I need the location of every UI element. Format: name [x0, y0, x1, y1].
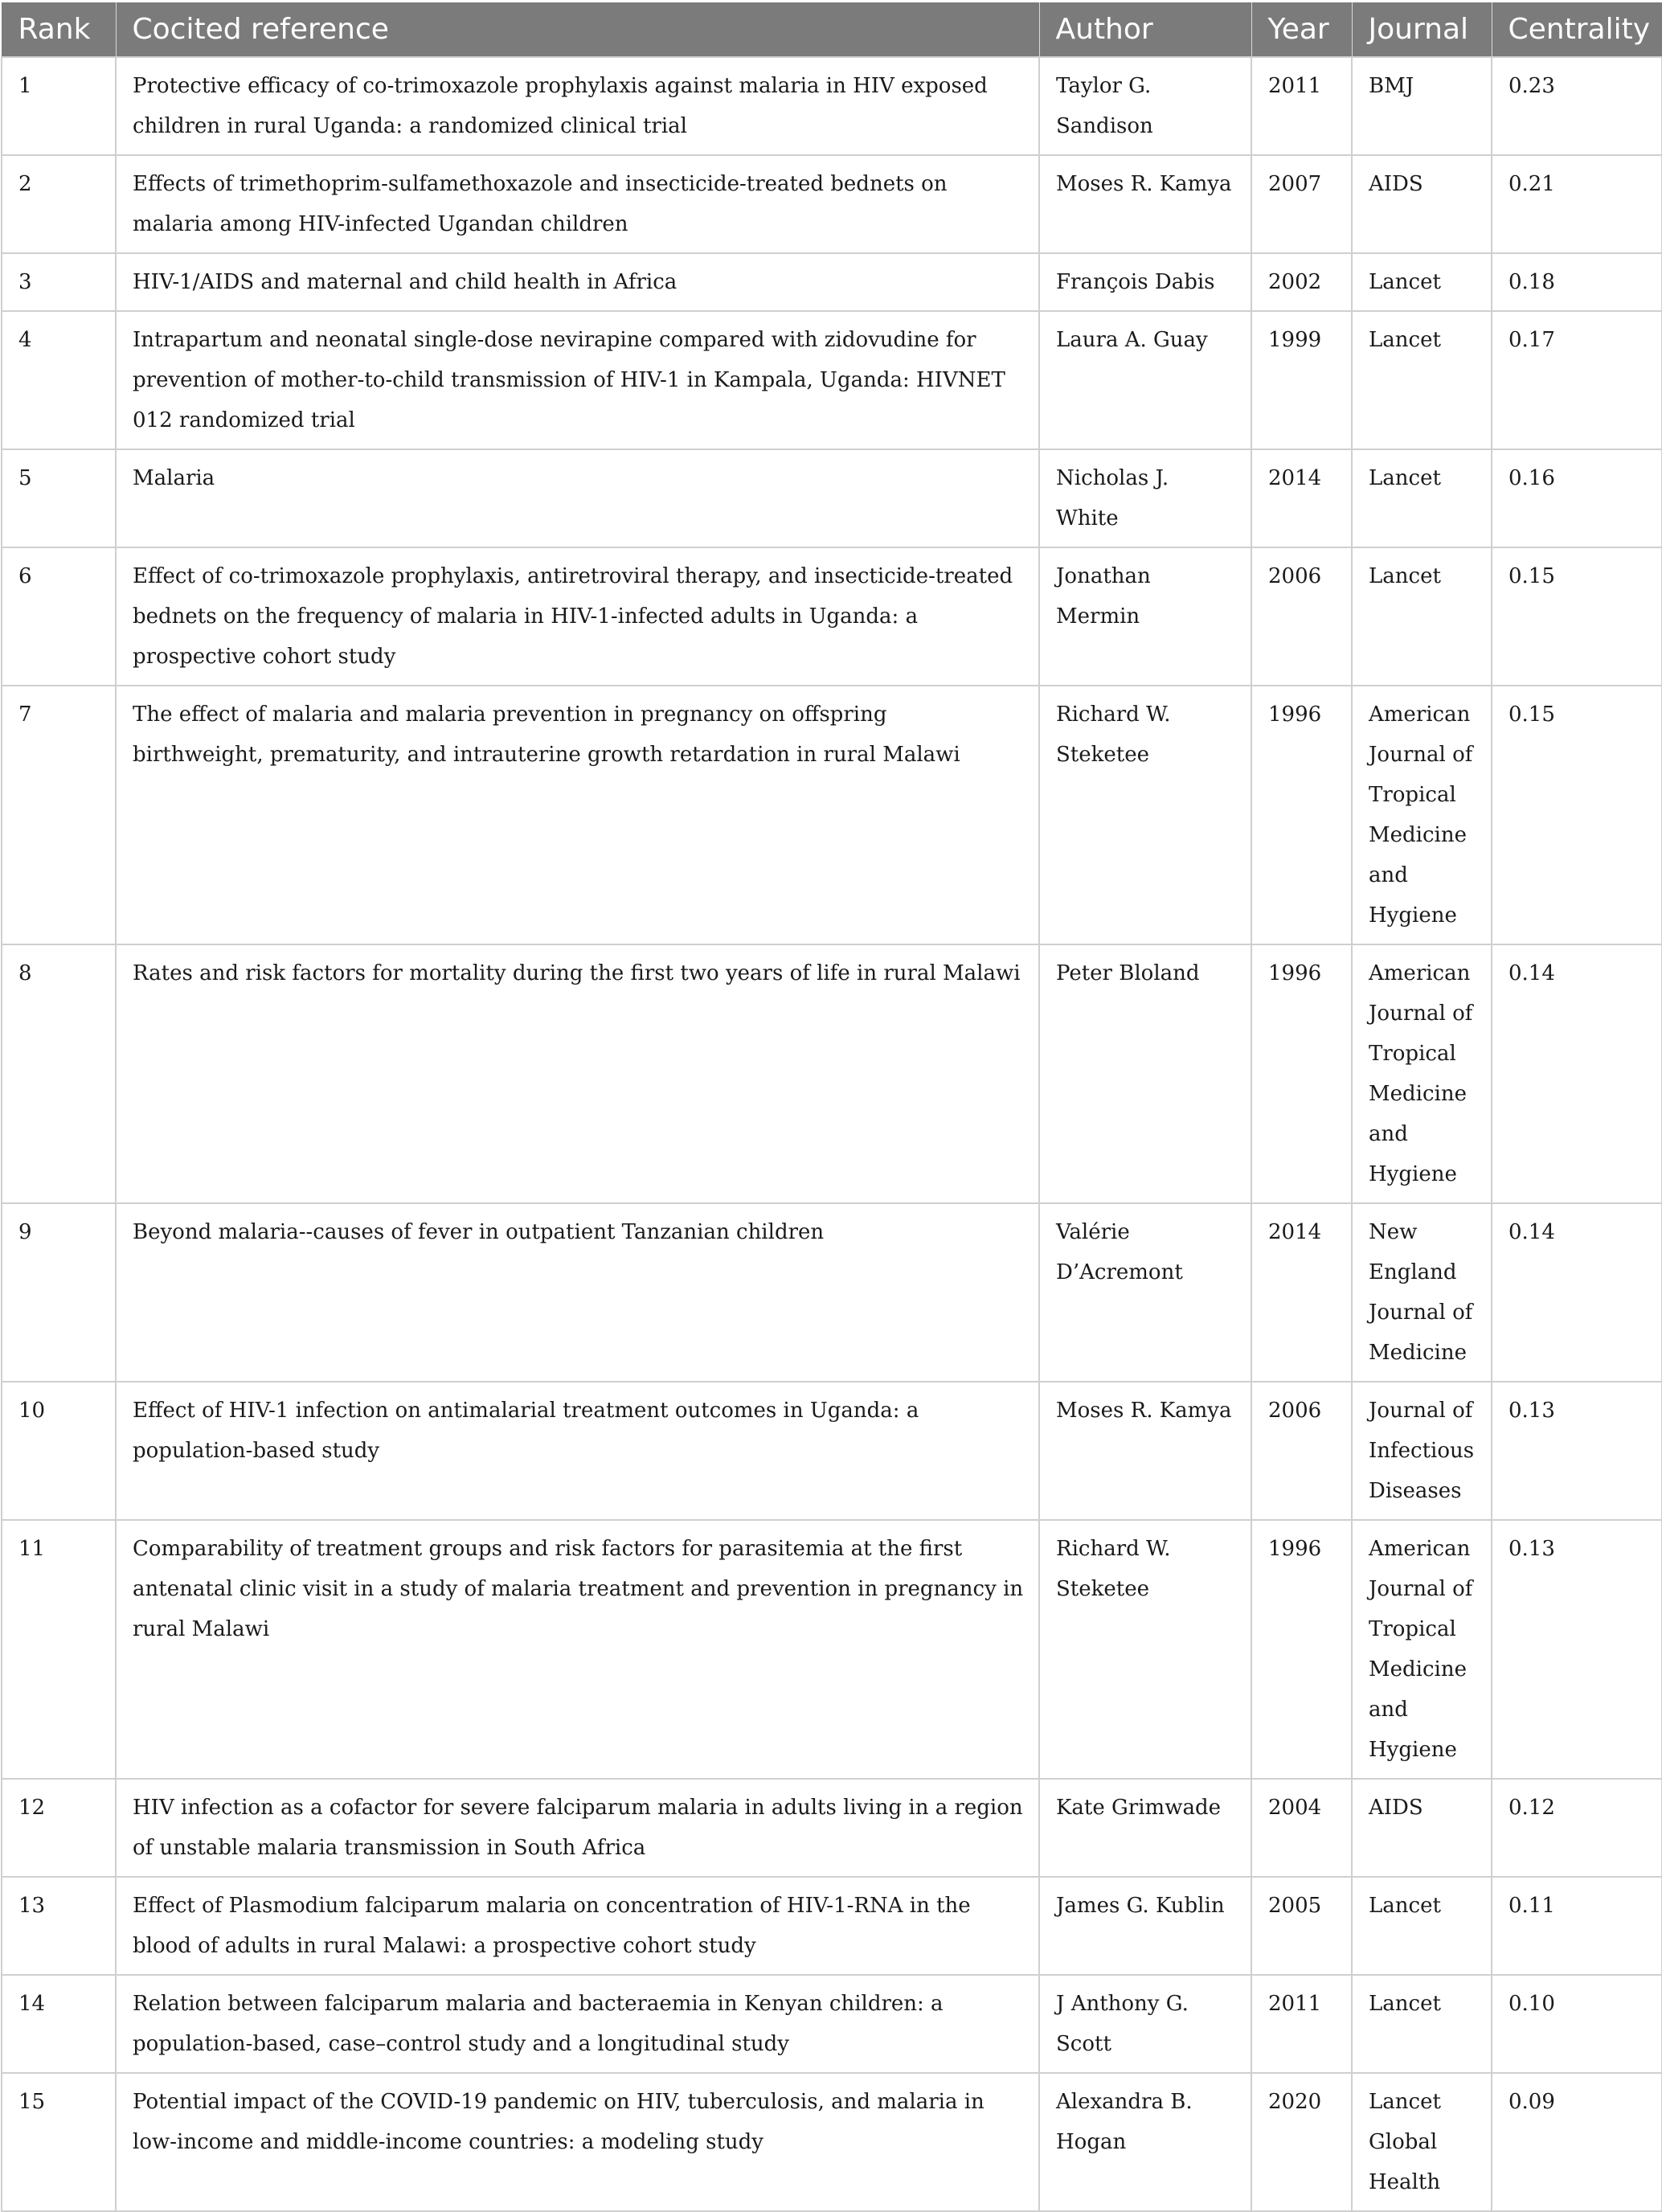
table-row: [2, 547, 1662, 686]
year-cell: 1996: [1251, 1520, 1352, 1779]
table-row: [2, 1877, 1662, 1975]
journal-cell: Lancet: [1352, 1975, 1492, 2073]
centrality-cell: 0.14: [1492, 944, 1662, 1203]
centrality-cell: 0.15: [1492, 686, 1662, 944]
table-header: [2, 2, 1662, 57]
journal-cell: Lancet: [1352, 253, 1492, 311]
author-cell: Laura A. Guay: [1039, 311, 1251, 449]
year-cell: 2014: [1251, 449, 1352, 547]
reference-cell: HIV-1/AIDS and maternal and child health in Africa: [116, 253, 1039, 311]
centrality-cell: 0.14: [1492, 1203, 1662, 1382]
cocited-references-table: [1, 2, 1662, 2212]
table-row: [2, 57, 1662, 155]
journal-cell: AIDS: [1352, 155, 1492, 253]
header-author: Author: [1039, 2, 1251, 57]
header-journal: Journal: [1352, 2, 1492, 57]
journal-cell: American Journal of Tropical Medicine and Hygiene: [1352, 1520, 1492, 1779]
centrality-cell: 0.15: [1492, 547, 1662, 686]
reference-cell: Potential impact of the COVID-19 pandemic on HIV, tuberculosis, and malaria in low-income and middle-income countries: a modeling study: [116, 2073, 1039, 2211]
centrality-cell: 0.17: [1492, 311, 1662, 449]
journal-cell: Journal of Infectious Diseases: [1352, 1382, 1492, 1520]
journal-cell: BMJ: [1352, 57, 1492, 155]
journal-cell: Lancet Global Health: [1352, 2073, 1492, 2211]
table-row: [2, 1520, 1662, 1779]
rank-cell: 12: [2, 1779, 116, 1877]
year-cell: 2011: [1251, 1975, 1352, 2073]
table-row: [2, 253, 1662, 311]
year-cell: 1996: [1251, 686, 1352, 944]
year-cell: 2006: [1251, 547, 1352, 686]
journal-cell: AIDS: [1352, 1779, 1492, 1877]
author-cell: Richard W. Steketee: [1039, 686, 1251, 944]
table-row: [2, 944, 1662, 1203]
author-cell: Peter Bloland: [1039, 944, 1251, 1203]
author-cell: François Dabis: [1039, 253, 1251, 311]
rank-cell: 11: [2, 1520, 116, 1779]
year-cell: 2006: [1251, 1382, 1352, 1520]
year-cell: 2007: [1251, 155, 1352, 253]
reference-cell: Malaria: [116, 449, 1039, 547]
author-cell: Valérie D’Acremont: [1039, 1203, 1251, 1382]
reference-cell: Effect of co-trimoxazole prophylaxis, antiretroviral therapy, and insecticide-treated bednets on the frequency of malaria in HIV-1-infected adults in Uganda: a prospective cohort study: [116, 547, 1039, 686]
reference-cell: Protective efficacy of co-trimoxazole prophylaxis against malaria in HIV exposed children in rural Uganda: a randomized clinical trial: [116, 57, 1039, 155]
table-row: [2, 1382, 1662, 1520]
centrality-cell: 0.13: [1492, 1382, 1662, 1520]
author-cell: J Anthony G. Scott: [1039, 1975, 1251, 2073]
author-cell: Moses R. Kamya: [1039, 1382, 1251, 1520]
rank-cell: 5: [2, 449, 116, 547]
table-row: [2, 311, 1662, 449]
centrality-cell: 0.16: [1492, 449, 1662, 547]
table-row: [2, 686, 1662, 944]
reference-cell: HIV infection as a cofactor for severe falciparum malaria in adults living in a region of unstable malaria transmission in South Africa: [116, 1779, 1039, 1877]
journal-cell: Lancet: [1352, 311, 1492, 449]
year-cell: 1999: [1251, 311, 1352, 449]
rank-cell: 2: [2, 155, 116, 253]
centrality-cell: 0.21: [1492, 155, 1662, 253]
table-row: [2, 1203, 1662, 1382]
journal-cell: Lancet: [1352, 449, 1492, 547]
year-cell: 2011: [1251, 57, 1352, 155]
rank-cell: 7: [2, 686, 116, 944]
rank-cell: 10: [2, 1382, 116, 1520]
table-row: [2, 155, 1662, 253]
header-cocited-reference: Cocited reference: [116, 2, 1039, 57]
table-body: [2, 57, 1662, 2211]
reference-cell: Effect of Plasmodium falciparum malaria on concentration of HIV-1-RNA in the blood of adults in rural Malawi: a prospective cohort study: [116, 1877, 1039, 1975]
header-row: [2, 2, 1662, 57]
reference-cell: Intrapartum and neonatal single-dose nevirapine compared with zidovudine for prevention of mother-to-child transmission of HIV-1 in Kampala, Uganda: HIVNET 012 randomized trial: [116, 311, 1039, 449]
year-cell: 2014: [1251, 1203, 1352, 1382]
rank-cell: 6: [2, 547, 116, 686]
journal-cell: New England Journal of Medicine: [1352, 1203, 1492, 1382]
table-row: [2, 449, 1662, 547]
author-cell: Richard W. Steketee: [1039, 1520, 1251, 1779]
table-row: [2, 1779, 1662, 1877]
centrality-cell: 0.09: [1492, 2073, 1662, 2211]
reference-cell: Relation between falciparum malaria and bacteraemia in Kenyan children: a population-based, case–control study and a longitudinal study: [116, 1975, 1039, 2073]
author-cell: James G. Kublin: [1039, 1877, 1251, 1975]
header-year: Year: [1251, 2, 1352, 57]
centrality-cell: 0.13: [1492, 1520, 1662, 1779]
rank-cell: 1: [2, 57, 116, 155]
author-cell: Kate Grimwade: [1039, 1779, 1251, 1877]
rank-cell: 9: [2, 1203, 116, 1382]
rank-cell: 4: [2, 311, 116, 449]
year-cell: 1996: [1251, 944, 1352, 1203]
reference-cell: Comparability of treatment groups and risk factors for parasitemia at the first antenatal clinic visit in a study of malaria treatment and prevention in pregnancy in rural Malawi: [116, 1520, 1039, 1779]
author-cell: Moses R. Kamya: [1039, 155, 1251, 253]
centrality-cell: 0.23: [1492, 57, 1662, 155]
year-cell: 2005: [1251, 1877, 1352, 1975]
journal-cell: American Journal of Tropical Medicine and Hygiene: [1352, 944, 1492, 1203]
journal-cell: Lancet: [1352, 547, 1492, 686]
reference-cell: Effects of trimethoprim-sulfamethoxazole and insecticide-treated bednets on malaria among HIV-infected Ugandan children: [116, 155, 1039, 253]
rank-cell: 8: [2, 944, 116, 1203]
author-cell: Nicholas J. White: [1039, 449, 1251, 547]
rank-cell: 13: [2, 1877, 116, 1975]
table-row: [2, 2073, 1662, 2211]
author-cell: Taylor G. Sandison: [1039, 57, 1251, 155]
centrality-cell: 0.10: [1492, 1975, 1662, 2073]
reference-cell: Beyond malaria--causes of fever in outpatient Tanzanian children: [116, 1203, 1039, 1382]
reference-cell: Rates and risk factors for mortality during the first two years of life in rural Malawi: [116, 944, 1039, 1203]
year-cell: 2002: [1251, 253, 1352, 311]
rank-cell: 15: [2, 2073, 116, 2211]
table-row: [2, 1975, 1662, 2073]
author-cell: Alexandra B. Hogan: [1039, 2073, 1251, 2211]
header-rank: Rank: [2, 2, 116, 57]
journal-cell: American Journal of Tropical Medicine and Hygiene: [1352, 686, 1492, 944]
journal-cell: Lancet: [1352, 1877, 1492, 1975]
year-cell: 2020: [1251, 2073, 1352, 2211]
centrality-cell: 0.18: [1492, 253, 1662, 311]
author-cell: Jonathan Mermin: [1039, 547, 1251, 686]
header-centrality: Centrality: [1492, 2, 1662, 57]
rank-cell: 14: [2, 1975, 116, 2073]
year-cell: 2004: [1251, 1779, 1352, 1877]
reference-cell: The effect of malaria and malaria prevention in pregnancy on offspring birthweight, prematurity, and intrauterine growth retardation in rural Malawi: [116, 686, 1039, 944]
centrality-cell: 0.12: [1492, 1779, 1662, 1877]
rank-cell: 3: [2, 253, 116, 311]
centrality-cell: 0.11: [1492, 1877, 1662, 1975]
reference-cell: Effect of HIV-1 infection on antimalarial treatment outcomes in Uganda: a population-based study: [116, 1382, 1039, 1520]
